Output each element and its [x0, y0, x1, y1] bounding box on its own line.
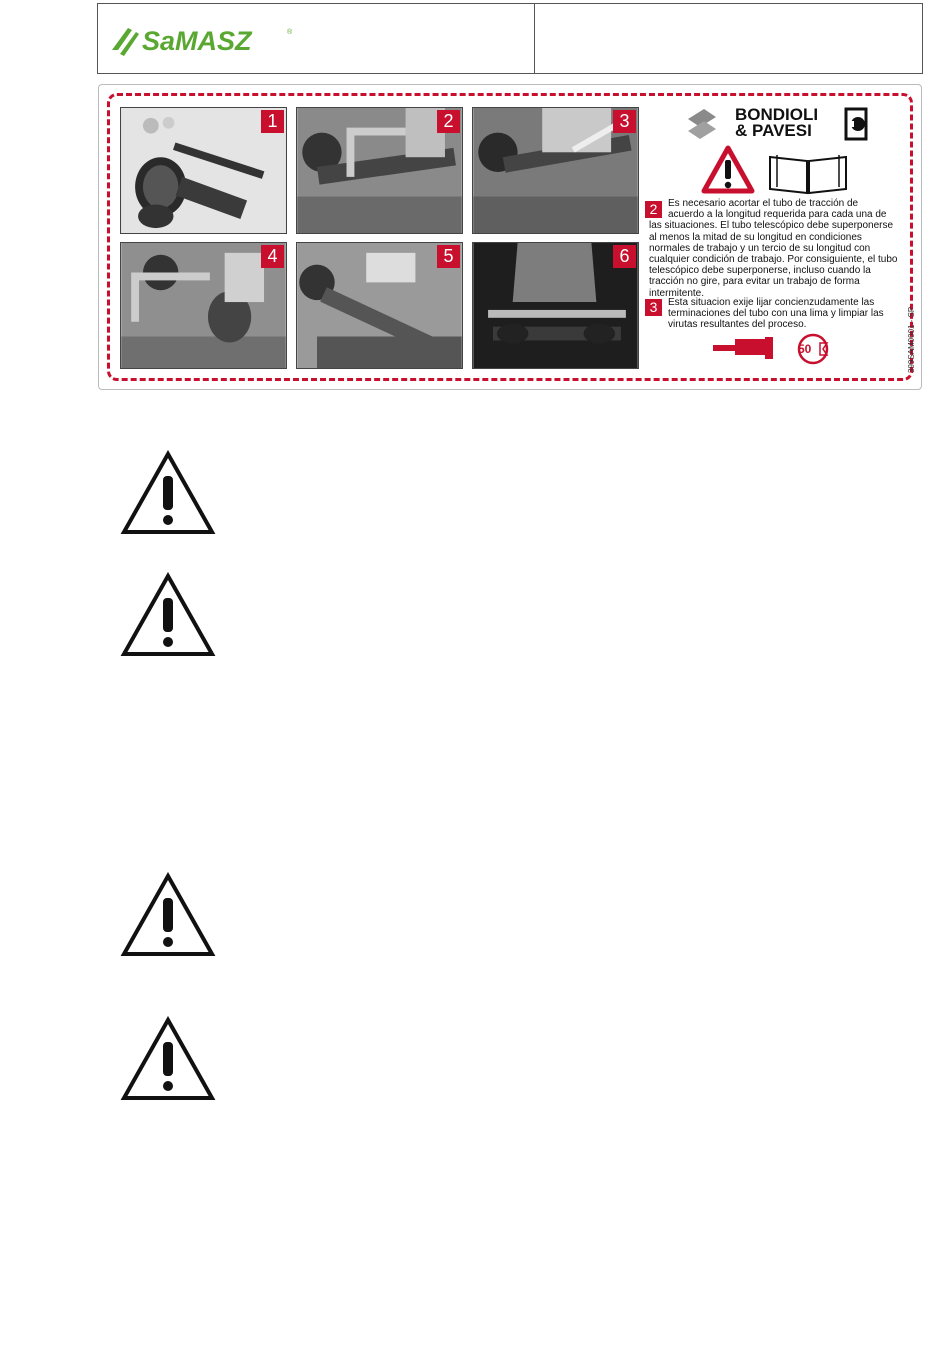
paragraph-3-text	[668, 297, 884, 331]
step-number-badge: 2	[437, 110, 460, 133]
text-line: telescópico debe superponerse, incluso cuando la	[649, 265, 871, 277]
paragraph-3-badge: 3	[645, 299, 662, 316]
header-logo-cell	[98, 4, 535, 73]
text-line: tracción no gire, para evitar un trabajo de forma	[649, 276, 860, 288]
sticker-code: 399SAM0001 - SP	[907, 306, 916, 373]
step-photo-2	[296, 107, 463, 234]
tube-icon	[711, 333, 781, 363]
step-photo-6	[472, 242, 639, 369]
document-header	[97, 3, 923, 74]
step-number-badge: 6	[613, 245, 636, 268]
warning-triangle-icon	[120, 450, 216, 536]
brand-line-1: BONDIOLI	[735, 105, 819, 124]
text-line: Es necesario acortar el tubo de tracción de	[668, 198, 859, 209]
step-number-badge: 5	[437, 245, 460, 268]
text-line: las situaciones. El tubo telescópico debe superponerse	[649, 220, 894, 232]
text-line: intermitente.	[649, 287, 705, 299]
step-photo-3	[472, 107, 639, 234]
brand-line-2: & PAVESI	[735, 121, 812, 140]
step-number-badge: 4	[261, 245, 284, 268]
brand-name	[735, 107, 818, 139]
text-line: Esta situacion exije lijar concienzudamente las	[668, 297, 875, 308]
svg-text:SaMASZ: SaMASZ	[142, 26, 252, 56]
manual-book-icon	[767, 151, 849, 195]
text-line: normales de trabajo y un tercio de su longitud con	[649, 242, 871, 254]
paragraph-2-badge: 2	[645, 201, 662, 218]
step-number-badge: 1	[261, 110, 284, 133]
step-photo-4	[120, 242, 287, 369]
warning-triangle-icon	[120, 572, 216, 658]
text-line: cualquier condición de trabajo. Por consiguiente, el tubo	[649, 254, 898, 266]
paragraph-2-text	[649, 198, 898, 299]
text-line: al menos la mitad de su longitud en condiciones	[649, 231, 862, 243]
samasz-logo	[106, 20, 306, 60]
warning-triangle-icon	[120, 872, 216, 958]
step-photo-1	[120, 107, 287, 234]
step-photo-5	[296, 242, 463, 369]
warning-triangle-icon	[120, 1016, 216, 1102]
header-right-cell	[535, 4, 922, 73]
text-line: terminaciones del tubo con una lima y limpiar las	[668, 308, 884, 320]
step-number-badge: 3	[613, 110, 636, 133]
torque-label: 50	[798, 342, 812, 356]
warning-triangle-icon	[701, 145, 755, 195]
text-line: virutas resultantes del proceso.	[668, 319, 807, 331]
svg-text:®: ®	[287, 29, 293, 36]
safety-sticker	[98, 84, 922, 390]
text-line: acuerdo a la longitud requerida para cada una de	[668, 209, 887, 221]
